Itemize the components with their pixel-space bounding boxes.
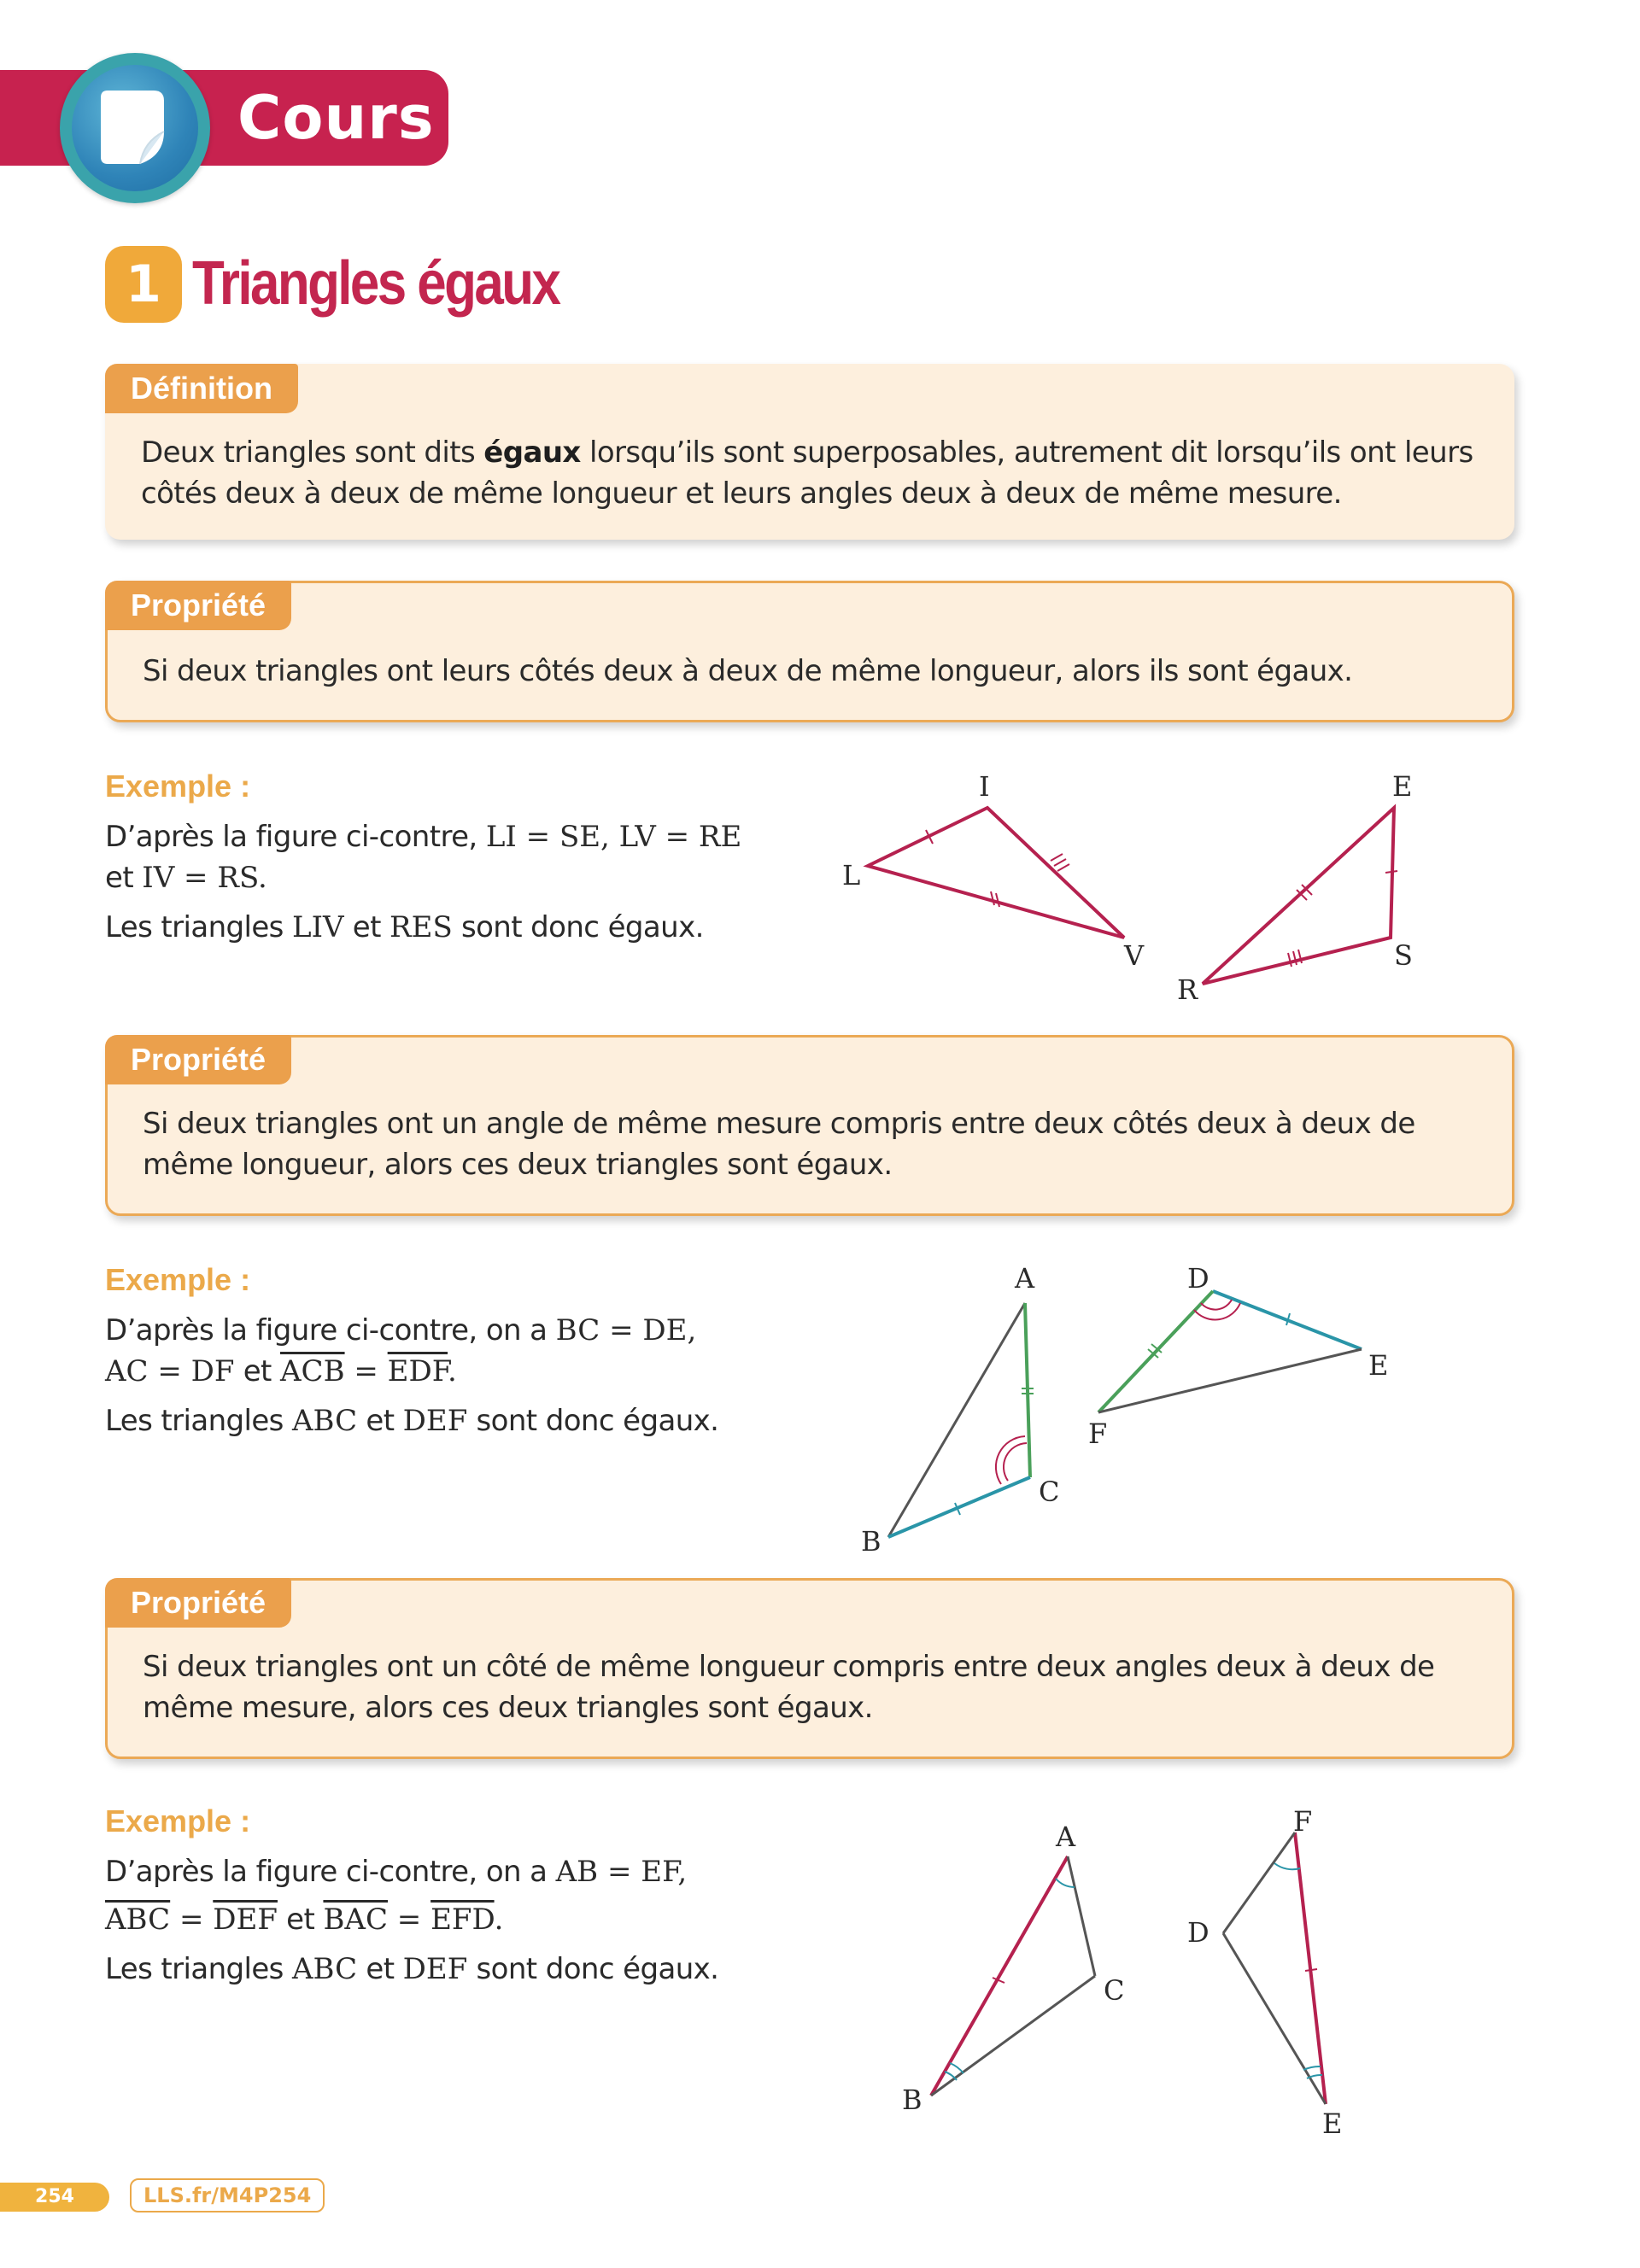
point-label-A: A: [1015, 1262, 1035, 1295]
example3-label: Exemple :: [105, 1803, 251, 1838]
tick-LV-1: [991, 891, 994, 905]
example1-line2-prefix: et: [105, 861, 143, 895]
example3-line2: [105, 1899, 840, 1940]
example2-line3-mid: et: [357, 1404, 403, 1438]
example2-line2-eq: =: [344, 1354, 388, 1388]
segment-AC: [1068, 1856, 1095, 1976]
tick-EF: [1305, 1969, 1317, 1971]
definition-text: [141, 432, 1499, 514]
example3-line2-angle-c: $\overline{BAC}$: [323, 1903, 388, 1937]
example1-line3-suffix: sont donc égaux.: [452, 910, 704, 944]
definition-text-bold: égaux: [483, 435, 581, 470]
definition-text-after: lorsqu’ils sont superposables, autrement dit lorsqu’ils ont leurs côtés deux à deux de même longueur et leurs angles deux à deux de même mesure.: [141, 435, 1473, 511]
point-label-R: R: [1177, 973, 1198, 1006]
page-number: 254: [0, 2183, 109, 2212]
example1-line3-math-b: RES: [390, 910, 453, 944]
example1-figure: [820, 760, 1435, 1016]
segment-AB: [931, 1856, 1068, 2096]
segment-BC: [931, 1976, 1095, 2096]
example2-line3-math-b: DEF: [402, 1404, 468, 1438]
example2-line2: [105, 1351, 840, 1392]
example3-line3-prefix: Les triangles: [105, 1952, 292, 1986]
point-label-A: A: [1056, 1821, 1076, 1853]
point-label-V: V: [1124, 939, 1145, 972]
property1-text: Si deux triangles ont leurs côtés deux à deux de même longueur, alors ils sont égaux.: [143, 654, 1353, 688]
example1-line1-math: LI = SE, LV = RE: [485, 820, 742, 854]
example1-text: [105, 816, 840, 948]
segment-BC: [888, 1477, 1030, 1537]
segment-AB: [888, 1303, 1025, 1537]
example1-line2: [105, 857, 840, 898]
example2-line3: [105, 1400, 840, 1441]
section-title: Triangles égaux: [192, 249, 559, 318]
segment-AC: [1025, 1303, 1030, 1477]
example2-text: [105, 1310, 840, 1441]
example3-text: [105, 1851, 840, 1990]
example3-line2-end: .: [494, 1903, 504, 1937]
tick-IV-1: [1051, 854, 1063, 861]
example3-line1-math: AB = EF,: [555, 1855, 688, 1889]
header-title: Cours: [237, 83, 435, 153]
angle-DEF-arc-2: [1303, 2066, 1321, 2070]
point-label-C: C: [1039, 1476, 1060, 1508]
document-icon: [92, 82, 178, 176]
example1-line3: [105, 907, 840, 948]
point-label-E: E: [1392, 770, 1413, 803]
example3-line2-eq2: =: [388, 1903, 431, 1937]
point-label-B: B: [902, 2084, 922, 2116]
example2-figure: [846, 1260, 1444, 1568]
example3-line3-mid: et: [357, 1952, 403, 1986]
segment-DF: [1098, 1291, 1213, 1412]
example3-line3: [105, 1949, 840, 1990]
tick-LV-2: [996, 893, 999, 907]
example2-line3-prefix: Les triangles: [105, 1404, 292, 1438]
segment-EF: [1295, 1833, 1326, 2104]
example2-line2-angle-a: $\overline{ACB}$: [280, 1354, 345, 1388]
point-label-F: F: [1088, 1418, 1108, 1450]
point-label-D: D: [1187, 1262, 1210, 1295]
angle-ACB-arc-1: [1004, 1443, 1027, 1481]
example2-line3-math-a: ABC: [292, 1404, 358, 1438]
property2-text: Si deux triangles ont un angle de même mesure compris entre deux côtés deux à deux de même longueur, alors ces deux triangles sont égaux.: [143, 1107, 1415, 1182]
tick-IV-3: [1057, 864, 1069, 871]
segment-EF: [1098, 1349, 1362, 1412]
example1-line1-prefix: D’après la figure ci-contre,: [105, 820, 486, 854]
point-label-C: C: [1104, 1974, 1125, 2007]
example2-label: Exemple :: [105, 1262, 251, 1297]
property3-text: Si deux triangles ont un côté de même longueur compris entre deux angles deux à deux de même mesure, alors ces deux triangles sont égaux.: [143, 1650, 1435, 1725]
example3-line1: [105, 1851, 840, 1892]
point-label-E: E: [1322, 2107, 1343, 2140]
tick-IV-2: [1054, 859, 1066, 866]
angle-ABC-arc-2: [945, 2072, 957, 2080]
angle-ABC-arc-1: [950, 2063, 964, 2073]
definition-text-before: Deux triangles sont dits: [141, 435, 484, 470]
example3-line3-math-a: ABC: [292, 1952, 358, 1986]
example1-line1: [105, 816, 840, 857]
angle-BAC-arc: [1056, 1879, 1075, 1887]
example3-line2-angle-b: $\overline{DEF}$: [213, 1903, 278, 1937]
example1-line2-math: IV = RS.: [142, 861, 267, 895]
point-label-F: F: [1293, 1805, 1313, 1838]
example3-line2-eq1: =: [170, 1903, 214, 1937]
property1-label: Propriété: [105, 581, 291, 630]
example1-line3-math-a: LIV: [292, 910, 344, 944]
example3-line3-suffix: sont donc égaux.: [467, 1952, 719, 1986]
angle-EFD-arc: [1274, 1863, 1300, 1869]
property3-label: Propriété: [105, 1578, 291, 1628]
point-label-D: D: [1187, 1916, 1210, 1949]
triangle-RES: [1203, 808, 1394, 984]
point-label-B: B: [861, 1525, 882, 1558]
triangle-LIV: [868, 808, 1124, 938]
example1-line3-mid: et: [343, 910, 390, 944]
example1-label: Exemple :: [105, 769, 251, 804]
example3-line2-mid: et: [277, 1903, 324, 1937]
tick-RS-1: [1288, 953, 1292, 967]
example2-line2-math-a: AC = DF: [105, 1354, 235, 1388]
example2-line2-mid: et: [234, 1354, 280, 1388]
property2-label: Propriété: [105, 1035, 291, 1084]
point-label-E: E: [1368, 1349, 1389, 1382]
definition-label: Définition: [105, 364, 298, 413]
example3-line2-angle-d: $\overline{EFD}$: [430, 1903, 495, 1937]
tick-SE: [1385, 871, 1397, 873]
example2-line2-end: .: [448, 1354, 457, 1388]
example3-line1-prefix: D’après la figure ci-contre, on a: [105, 1855, 556, 1889]
example2-line3-suffix: sont donc égaux.: [467, 1404, 719, 1438]
example2-line2-angle-b: $\overline{EDF}$: [387, 1354, 448, 1388]
example2-line1: [105, 1310, 840, 1351]
example2-line1-prefix: D’après la figure ci-contre, on a: [105, 1313, 556, 1347]
segment-DF: [1223, 1833, 1295, 1933]
section-number: 1: [105, 246, 182, 323]
resource-link[interactable]: LLS.fr/M4P254: [130, 2178, 325, 2212]
example3-line3-math-b: DEF: [402, 1952, 468, 1986]
point-label-I: I: [979, 770, 990, 803]
example1-line3-prefix: Les triangles: [105, 910, 292, 944]
example3-figure: [888, 1802, 1418, 2143]
example2-line1-math: BC = DE,: [555, 1313, 697, 1347]
example3-line2-angle-a: $\overline{ABC}$: [105, 1903, 171, 1937]
point-label-L: L: [842, 859, 861, 891]
point-label-S: S: [1394, 939, 1413, 972]
